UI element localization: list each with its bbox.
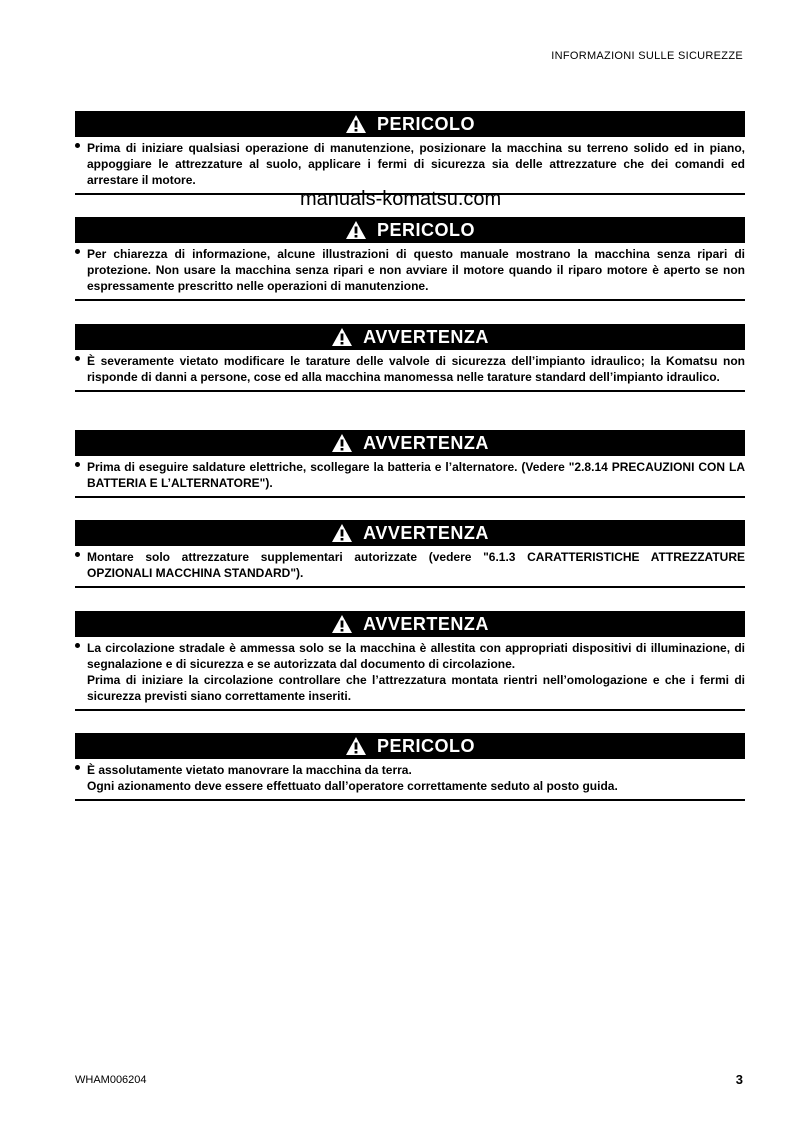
- notice-title: AVVERTENZA: [363, 613, 489, 634]
- safety-notice: [75, 733, 745, 801]
- safety-notice: [75, 111, 745, 195]
- notice-body: [75, 637, 745, 711]
- warning-triangle-icon: [345, 220, 367, 240]
- notice-body: [75, 759, 745, 801]
- section-title: INFORMAZIONI SULLE SICUREZZE: [551, 50, 743, 62]
- notice-banner: [75, 611, 745, 637]
- notice-body: [75, 350, 745, 392]
- page-number: 3: [735, 1072, 743, 1087]
- bullet-icon: [75, 462, 80, 467]
- safety-notice: [75, 430, 745, 498]
- notice-body: [75, 546, 745, 588]
- notice-banner: [75, 217, 745, 243]
- notice-banner: [75, 430, 745, 456]
- safety-notice: [75, 217, 745, 301]
- notice-text: Prima di iniziare qualsiasi operazione di manutenzione, posizionare la macchina su terreno solido ed in piano, appoggiare le attrezzature al suolo, applicare i fermi di sicurezza sia delle attrezzature che dei comandi ed arrestare il motore.: [87, 141, 745, 187]
- safety-notice: [75, 520, 745, 588]
- notice-banner: [75, 733, 745, 759]
- warning-triangle-icon: [331, 614, 353, 634]
- safety-notice: [75, 324, 745, 392]
- notice-title: AVVERTENZA: [363, 432, 489, 453]
- warning-triangle-icon: [331, 433, 353, 453]
- notice-text: Per chiarezza di informazione, alcune illustrazioni di questo manuale mostrano la macchina senza ripari di protezione. Non usare la macchina senza ripari e non avviare il motore quando il riparo motore è aperto se non espressamente prescritto nelle operazioni di manutenzione.: [87, 247, 745, 293]
- bullet-icon: [75, 643, 80, 648]
- notice-banner: [75, 324, 745, 350]
- safety-notice: [75, 611, 745, 711]
- document-code: WHAM006204: [75, 1074, 147, 1086]
- bullet-icon: [75, 552, 80, 557]
- bullet-icon: [75, 143, 80, 148]
- notice-body: [75, 456, 745, 498]
- notice-text: Ogni azionamento deve essere effettuato dall’operatore correttamente seduto al posto guida.: [87, 779, 618, 793]
- notice-text: Prima di eseguire saldature elettriche, scollegare la batteria e l’alternatore. (Vedere "2.8.14 PRECAUZIONI CON LA BATTERIA E L’ALTERNATORE").: [87, 460, 745, 490]
- warning-triangle-icon: [331, 327, 353, 347]
- watermark: manuals-komatsu.com: [300, 188, 502, 210]
- bullet-icon: [75, 765, 80, 770]
- notice-text: È severamente vietato modificare le tarature delle valvole di sicurezza dell’impianto idraulico; la Komatsu non risponde di danni a persone, cose ed alla macchina manomessa nelle tarature standard dell’impianto idraulico.: [87, 354, 745, 384]
- notice-title: PERICOLO: [376, 113, 475, 134]
- warning-triangle-icon: [345, 114, 367, 134]
- notice-title: PERICOLO: [376, 219, 475, 240]
- notice-banner: [75, 520, 745, 546]
- notice-banner: [75, 111, 745, 137]
- notice-text: È assolutamente vietato manovrare la macchina da terra.: [87, 763, 412, 777]
- notice-title: PERICOLO: [376, 735, 475, 756]
- notice-body: [75, 243, 745, 301]
- bullet-icon: [75, 356, 80, 361]
- notice-body: [75, 137, 745, 195]
- notice-text: La circolazione stradale è ammessa solo se la macchina è allestita con appropriati dispositivi di illuminazione, di segnalazione e di sicurezza e se autorizzata dal documento di circolazione.: [87, 641, 745, 671]
- notice-text: Montare solo attrezzature supplementari autorizzate (vedere "6.1.3 CARATTERISTICHE ATTREZZATURE OPZIONALI MACCHINA STANDARD").: [87, 550, 745, 580]
- notice-title: AVVERTENZA: [363, 522, 489, 543]
- notice-title: AVVERTENZA: [363, 326, 489, 347]
- warning-triangle-icon: [345, 736, 367, 756]
- warning-triangle-icon: [331, 523, 353, 543]
- notice-text: Prima di iniziare la circolazione controllare che l’attrezzatura montata rientri nell’omologazione e che i fermi di sicurezza previsti siano correttamente inseriti.: [87, 673, 745, 703]
- bullet-icon: [75, 249, 80, 254]
